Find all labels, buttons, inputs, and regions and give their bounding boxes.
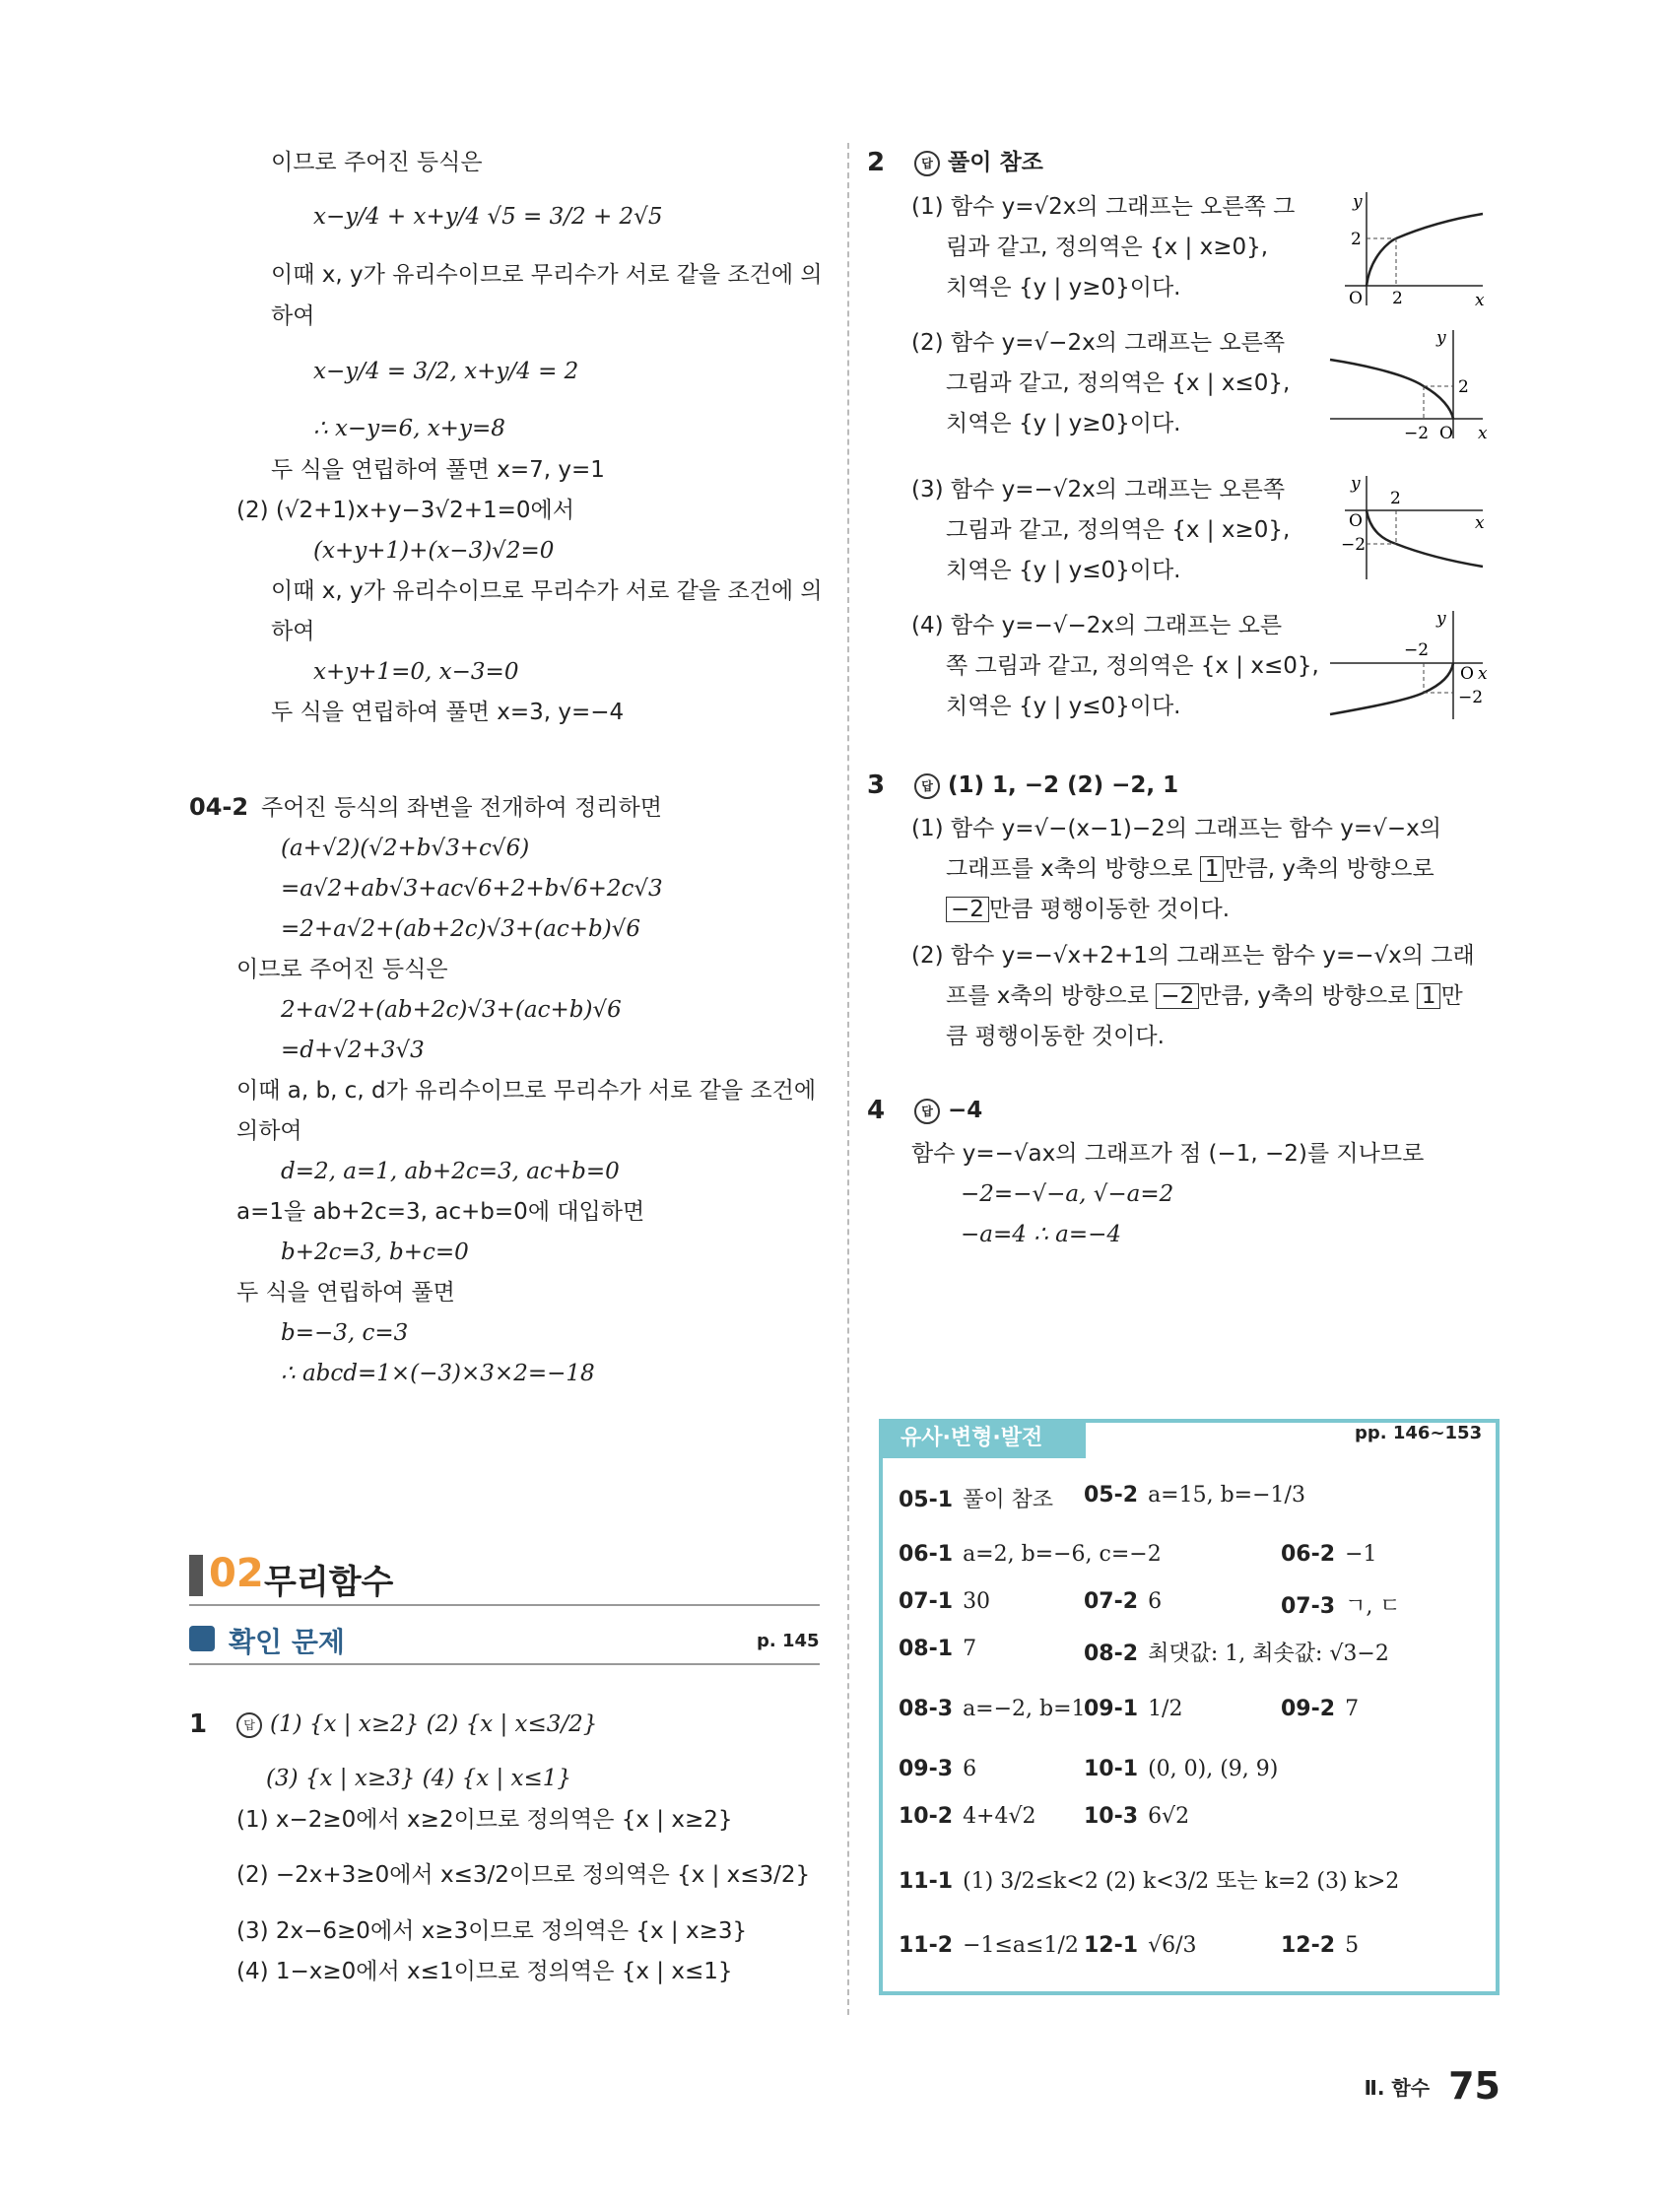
q1-solution-line: (1) x−2≥0에서 x≥2이므로 정의역은 {x | x≥2} xyxy=(236,1807,733,1833)
answer-item xyxy=(1084,1637,1389,1667)
page-number: 75 xyxy=(1448,2064,1501,2108)
answer-item xyxy=(899,1804,1036,1829)
equation-line: =a√2+ab√3+ac√6+2+b√6+2c√3 xyxy=(281,876,663,902)
page-footer xyxy=(1365,2064,1501,2108)
q4-number: 4 xyxy=(867,1096,886,1125)
graph-4 xyxy=(1325,606,1493,724)
text-line: 두 식을 연립하여 풀면 x=3, y=−4 xyxy=(271,700,625,725)
q2-item-line: (1) 함수 y=√2x의 그래프는 오른쪽 그 xyxy=(911,194,1296,220)
equation-line: x+y+1=0, x−3=0 xyxy=(313,659,519,685)
answer-key: 10-1 xyxy=(1084,1757,1139,1781)
answer-item xyxy=(1281,1933,1359,1958)
answer-value: √6/3 xyxy=(1148,1933,1197,1958)
q4-line: 함수 y=−√ax의 그래프가 점 (−1, −2)를 지나므로 xyxy=(911,1141,1425,1167)
answer-summary-pages: pp. 146~153 xyxy=(1355,1423,1483,1443)
answer-key: 08-1 xyxy=(899,1637,954,1661)
q3-line xyxy=(946,895,1230,924)
q3-line xyxy=(946,854,1434,884)
q2-item-line: 치역은 {y | y≥0}이다. xyxy=(946,275,1181,301)
answer-key: 12-1 xyxy=(1084,1933,1139,1958)
answer-key: 09-3 xyxy=(899,1757,954,1781)
q2-item-line: 림과 같고, 정의역은 {x | x≥0}, xyxy=(946,235,1269,260)
answer-key: 08-3 xyxy=(899,1697,954,1721)
check-icon xyxy=(189,1626,215,1651)
x-axis-label: x xyxy=(1478,664,1488,684)
answer-value: 7 xyxy=(1345,1697,1360,1721)
tick-label: 2 xyxy=(1458,377,1469,397)
equation-line: =d+√2+3√3 xyxy=(281,1038,425,1063)
answer-item xyxy=(1281,1589,1401,1620)
q3-number: 3 xyxy=(867,771,886,800)
q1-answer-text: (3) {x | x≥3} (4) {x | x≤1} xyxy=(266,1766,572,1791)
section-bar xyxy=(189,1555,203,1596)
tick-label: −2 xyxy=(1458,688,1484,707)
origin-label: O xyxy=(1349,511,1363,531)
answer-item xyxy=(899,1697,1086,1721)
answer-key: 07-3 xyxy=(1281,1594,1336,1619)
text-line: (2) (√2+1)x+y−3√2+1=0에서 xyxy=(236,498,574,523)
answer-value: (1) 3/2≤k<2 (2) k<3/2 또는 k=2 (3) k>2 xyxy=(963,1869,1400,1894)
answer-key: 11-2 xyxy=(899,1933,954,1958)
tick-label: −2 xyxy=(1404,640,1430,660)
equation-line: ∴ x−y=6, x+y=8 xyxy=(313,416,505,441)
text-line: 하여 xyxy=(271,619,315,644)
answer-item xyxy=(1281,1542,1377,1567)
q2-item-line: 치역은 {y | y≥0}이다. xyxy=(946,411,1181,436)
answer-key: 05-2 xyxy=(1084,1483,1139,1508)
answer-item xyxy=(899,1483,1053,1513)
q2-item-line: (3) 함수 y=−√2x의 그래프는 오른쪽 xyxy=(911,477,1286,503)
answer-badge: 답 xyxy=(914,773,940,799)
text-line: 하여 xyxy=(271,303,315,329)
answer-key: 06-2 xyxy=(1281,1542,1336,1567)
q2-number: 2 xyxy=(867,148,886,177)
origin-label: O xyxy=(1439,424,1453,443)
graph-3 xyxy=(1335,471,1493,584)
answer-value: 6 xyxy=(1148,1589,1163,1614)
q3-text: 그래프를 x축의 방향으로 xyxy=(946,856,1193,882)
section-title: 무리함수 xyxy=(264,1563,394,1602)
answer-value: ㄱ, ㄷ xyxy=(1345,1594,1401,1619)
answer-box: −2 xyxy=(946,897,989,922)
tick-label: −2 xyxy=(1404,424,1430,443)
q1-solution-line: (4) 1−x≥0에서 x≤1이므로 정의역은 {x | x≤1} xyxy=(236,1959,733,1984)
answer-badge: 답 xyxy=(914,151,940,176)
q1-solution-line: (2) −2x+3≥0에서 x≤3/2이므로 정의역은 {x | x≤3/2} xyxy=(236,1862,811,1888)
origin-label: O xyxy=(1460,664,1474,684)
answer-key: 08-2 xyxy=(1084,1642,1139,1666)
q3-head xyxy=(914,771,1178,800)
answer-box: 1 xyxy=(1200,856,1225,882)
answer-item xyxy=(1084,1483,1305,1508)
answer-item xyxy=(899,1589,990,1614)
answer-item xyxy=(899,1933,1079,1958)
text-line: 두 식을 연립하여 풀면 x=7, y=1 xyxy=(271,457,605,483)
q3-text: 만큼, y축의 방향으로 xyxy=(1199,983,1410,1009)
q2-item-line: 쪽 그림과 같고, 정의역은 {x | x≤0}, xyxy=(946,653,1319,679)
answer-item xyxy=(899,1864,1399,1895)
q4-line: −2=−√−a, √−a=2 xyxy=(961,1181,1174,1207)
equation-line: =2+a√2+(ab+2c)√3+(ac+b)√6 xyxy=(281,916,641,942)
q2-head xyxy=(914,148,1043,177)
text-line: a=1을 ab+2c=3, ac+b=0에 대입하면 xyxy=(236,1199,645,1225)
y-axis-label: y xyxy=(1353,192,1363,212)
answer-item xyxy=(1084,1697,1182,1721)
q3-text: 만큼, y축의 방향으로 xyxy=(1224,856,1434,882)
problem-label: 04-2 xyxy=(189,793,249,821)
answer-box: −2 xyxy=(1156,983,1199,1009)
q4-line: −a=4 ∴ a=−4 xyxy=(961,1222,1122,1247)
q3-text: 프를 x축의 방향으로 xyxy=(946,983,1149,1009)
answer-key: 09-1 xyxy=(1084,1697,1139,1721)
q1-solution-line: (3) 2x−6≥0에서 x≥3이므로 정의역은 {x | x≥3} xyxy=(236,1918,748,1944)
answer-value: a=2, b=−6, c=−2 xyxy=(963,1542,1162,1567)
q2-item-line: (2) 함수 y=√−2x의 그래프는 오른쪽 xyxy=(911,330,1286,356)
equation-line: ∴ abcd=1×(−3)×3×2=−18 xyxy=(281,1361,595,1386)
answer-item xyxy=(1084,1804,1189,1829)
answer-key: 10-2 xyxy=(899,1804,954,1829)
y-axis-label: y xyxy=(1351,474,1361,494)
answer-value: −1≤a≤1/2 xyxy=(963,1933,1079,1958)
answer-item xyxy=(1084,1933,1197,1958)
q2-item-line: 치역은 {y | y≤0}이다. xyxy=(946,558,1181,583)
section-number: 02 xyxy=(209,1551,264,1596)
answer-item xyxy=(899,1542,1162,1567)
q2-item-line: 그림과 같고, 정의역은 {x | x≤0}, xyxy=(946,370,1291,396)
q1-answer-line xyxy=(236,1709,597,1739)
answer-value: 6 xyxy=(963,1757,977,1781)
check-page: p. 145 xyxy=(757,1631,820,1651)
q3-text: 만 xyxy=(1440,983,1463,1009)
answer-value: a=15, b=−1/3 xyxy=(1148,1483,1305,1508)
answer-value: 4+4√2 xyxy=(963,1804,1036,1829)
q2-item-line: 치역은 {y | y≤0}이다. xyxy=(946,694,1181,719)
equation-line: (a+√2)(√2+b√3+c√6) xyxy=(281,836,530,861)
tick-label: 2 xyxy=(1351,230,1362,249)
equation-line: x−y/4 = 3/2, x+y/4 = 2 xyxy=(313,359,579,384)
q3-text: 만큼 평행이동한 것이다. xyxy=(988,897,1231,922)
answer-key: 11-1 xyxy=(899,1869,954,1894)
x-axis-label: x xyxy=(1478,424,1488,443)
q3-line: 큼 평행이동한 것이다. xyxy=(946,1024,1165,1049)
answer-badge: 답 xyxy=(914,1099,940,1124)
graph-1 xyxy=(1335,187,1493,310)
text-line: 이므로 주어진 등식은 xyxy=(271,150,483,175)
answer-item xyxy=(1281,1697,1359,1721)
q3-line: (2) 함수 y=−√x+2+1의 그래프는 함수 y=−√x의 그래 xyxy=(911,943,1475,969)
check-title: 확인 문제 xyxy=(229,1626,345,1658)
y-axis-label: y xyxy=(1436,609,1446,629)
answer-key: 07-1 xyxy=(899,1589,954,1614)
q2-head-text: 풀이 참조 xyxy=(948,150,1043,175)
q1-answer-text: (1) {x | x≥2} (2) {x | x≤3/2} xyxy=(270,1711,598,1737)
equation-line: b+2c=3, b+c=0 xyxy=(281,1240,469,1265)
q3-line xyxy=(946,981,1463,1011)
answer-value: −1 xyxy=(1345,1542,1377,1567)
equation-line: b=−3, c=3 xyxy=(281,1320,409,1346)
tick-label: −2 xyxy=(1341,535,1367,555)
answer-value: a=−2, b=1 xyxy=(963,1697,1086,1721)
answer-key: 10-3 xyxy=(1084,1804,1139,1829)
equation-line: x−y/4 + x+y/4 √5 = 3/2 + 2√5 xyxy=(313,204,663,230)
answer-item xyxy=(899,1757,976,1781)
section-rule xyxy=(189,1604,820,1606)
check-rule xyxy=(189,1663,820,1665)
answer-item xyxy=(1084,1589,1162,1614)
graph-2 xyxy=(1325,325,1493,448)
x-axis-label: x xyxy=(1475,291,1485,310)
answer-item xyxy=(899,1637,976,1661)
answer-value: 7 xyxy=(963,1637,977,1661)
q1-number: 1 xyxy=(189,1709,208,1739)
answer-value: 6√2 xyxy=(1148,1804,1190,1829)
text-line: 이므로 주어진 등식은 xyxy=(236,957,448,982)
column-divider xyxy=(847,143,849,2015)
answer-item xyxy=(1084,1757,1278,1781)
q2-item-line: (4) 함수 y=−√−2x의 그래프는 오른 xyxy=(911,613,1283,638)
text-line: 주어진 등식의 좌변을 전개하여 정리하면 xyxy=(261,795,662,821)
q2-item-line: 그림과 같고, 정의역은 {x | x≥0}, xyxy=(946,517,1291,543)
text-line: 이때 x, y가 유리수이므로 무리수가 서로 같을 조건에 의 xyxy=(271,578,823,604)
x-axis-label: x xyxy=(1475,513,1485,533)
answer-summary-header: 유사·변형·발전 xyxy=(879,1419,1086,1458)
answer-value: 1/2 xyxy=(1148,1697,1183,1721)
answer-value: 최댓값: 1, 최솟값: √3−2 xyxy=(1148,1642,1389,1666)
text-line: 이때 a, b, c, d가 유리수이므로 무리수가 서로 같을 조건에 xyxy=(236,1078,817,1104)
q3-head-text: (1) 1, −2 (2) −2, 1 xyxy=(948,772,1179,798)
origin-label: O xyxy=(1349,289,1363,308)
equation-line: 2+a√2+(ab+2c)√3+(ac+b)√6 xyxy=(281,997,622,1023)
equation-line: (x+y+1)+(x−3)√2=0 xyxy=(313,538,555,564)
text-line: 의하여 xyxy=(236,1118,302,1144)
y-axis-label: y xyxy=(1436,328,1446,348)
q3-line: (1) 함수 y=√−(x−1)−2의 그래프는 함수 y=√−x의 xyxy=(911,816,1441,841)
answer-key: 12-2 xyxy=(1281,1933,1336,1958)
answer-key: 09-2 xyxy=(1281,1697,1336,1721)
answer-key: 07-2 xyxy=(1084,1589,1139,1614)
answer-badge: 답 xyxy=(236,1712,262,1738)
answer-value: (0, 0), (9, 9) xyxy=(1148,1757,1279,1781)
equation-line: d=2, a=1, ab+2c=3, ac+b=0 xyxy=(281,1159,620,1184)
tick-label: 2 xyxy=(1390,489,1401,508)
text-line: 이때 x, y가 유리수이므로 무리수가 서로 같을 조건에 의 xyxy=(271,262,823,288)
chapter-label: Ⅱ. 함수 xyxy=(1364,2075,1431,2100)
text-line: 두 식을 연립하여 풀면 xyxy=(236,1280,455,1306)
answer-value: 5 xyxy=(1345,1933,1360,1958)
answer-box: 1 xyxy=(1417,983,1441,1009)
answer-value: 30 xyxy=(963,1589,991,1614)
answer-key: 05-1 xyxy=(899,1488,954,1512)
tick-label: 2 xyxy=(1392,289,1403,308)
q4-head xyxy=(914,1096,982,1125)
q4-head-text: −4 xyxy=(948,1098,983,1123)
answer-value: 풀이 참조 xyxy=(963,1488,1054,1512)
answer-key: 06-1 xyxy=(899,1542,954,1567)
